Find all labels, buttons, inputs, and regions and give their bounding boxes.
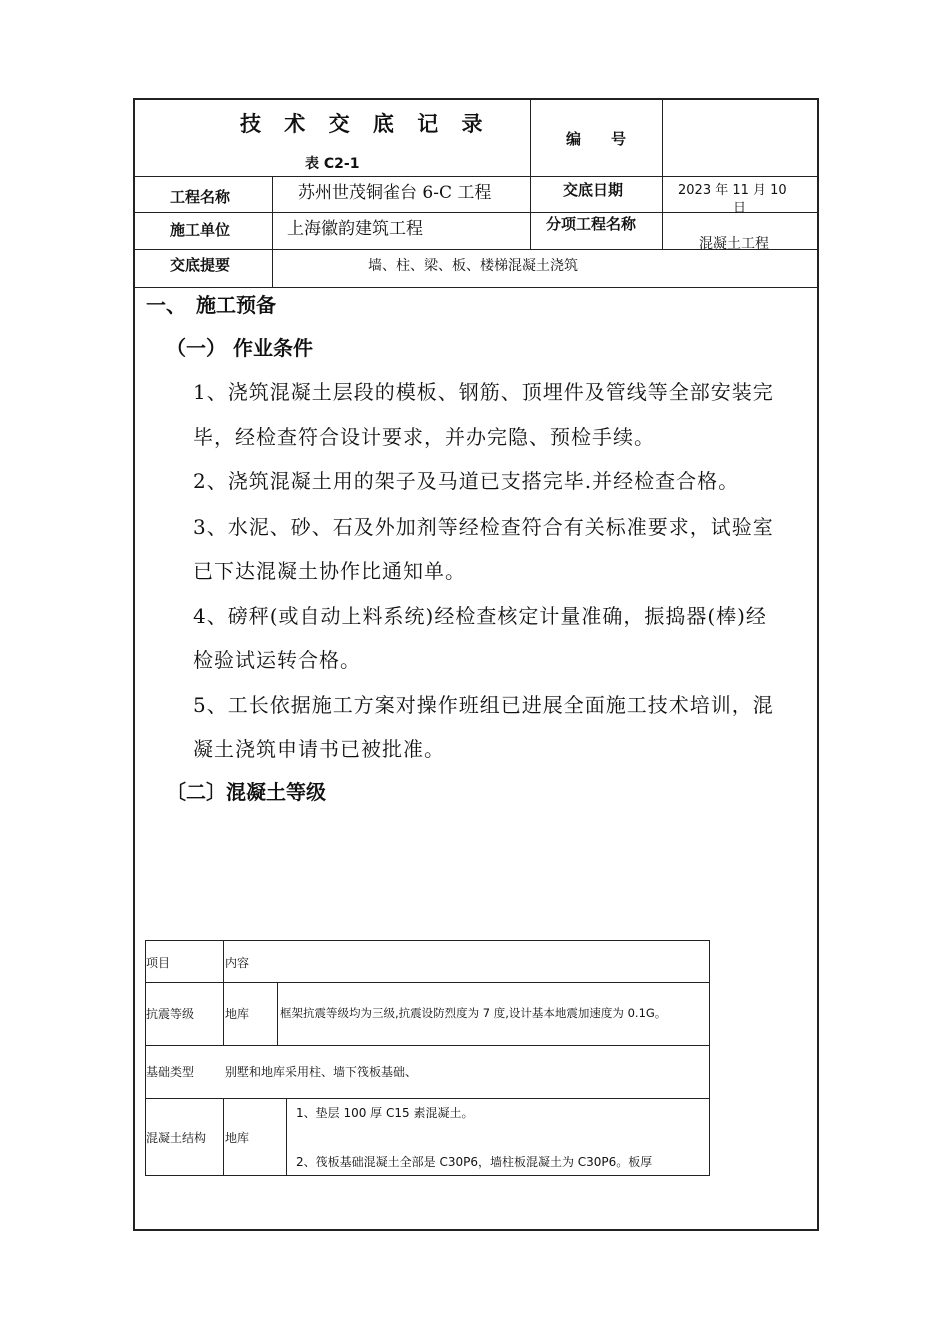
table-line [146,982,709,983]
paragraph-line: 2、浇筑混凝土用的架子及马道已支搭完毕.并经检查合格。 [193,469,740,493]
subsection-heading: 〔二〕混凝土等级 [166,780,326,804]
sub-project-value: 混凝土工程 [699,236,769,252]
construction-unit-value: 上海徽韵建筑工程 [287,219,423,239]
date-value-line1: 2023 年 11 月 10 [678,183,787,198]
table-cell: 2、筏板基础混凝土全部是 C30P6，墙柱板混凝土为 C30P6。板厚 [296,1155,653,1169]
table-line [223,941,224,1045]
summary-value: 墙、柱、梁、板、楼梯混凝土浇筑 [368,258,578,274]
paragraph-line: 3、水泥、砂、石及外加剂等经检查符合有关标准要求，试验室 [193,515,774,539]
form-number: 表 C2-1 [305,156,360,172]
summary-label: 交底提要 [170,256,231,274]
sub-project-label: 分项工程名称 [546,215,637,233]
grid-line [272,176,273,287]
grid-line [133,176,819,177]
grid-line [133,212,819,213]
section-heading: 一、 施工预备 [146,293,276,317]
paragraph-line: 1、浇筑混凝土层段的模板、钢筋、顶埋件及管线等全部安装完 [193,380,774,404]
table-cell: 1、垫层 100 厚 C15 素混凝土。 [296,1106,474,1120]
table-line [223,1098,224,1175]
paragraph-line: 4、磅秤(或自动上料系统)经检查核定计量准确，振捣器(棒)经 [193,604,767,628]
date-value-line2: 日 [733,201,747,216]
table-cell: 基础类型 [146,1065,195,1079]
subsection-heading: （一） 作业条件 [166,336,313,360]
table-cell: 别墅和地库采用柱、墙下筏板基础、 [225,1065,418,1079]
table-line [146,1098,709,1099]
table-header-item: 项目 [146,956,171,970]
grid-line [133,287,819,288]
number-label: 编 号 [566,130,627,148]
paragraph-line: 5、工长依据施工方案对操作班组已进展全面施工技术培训，混 [193,693,774,717]
table-line [146,1045,709,1046]
construction-unit-label: 施工单位 [170,221,231,239]
table-line [277,982,278,1045]
grade-table [145,940,710,1176]
project-name-label: 工程名称 [170,188,231,206]
table-line [286,1098,287,1175]
paragraph-line: 检验试运转合格。 [193,648,361,672]
table-cell: 地库 [225,1007,250,1021]
table-header-content: 内容 [225,956,250,970]
record-title: 技 术 交 底 记 录 [240,112,491,136]
paragraph-line: 凝土浇筑申请书已被批准。 [193,737,445,761]
grid-line [530,98,531,249]
date-label: 交底日期 [563,181,624,199]
paragraph-line: 已下达混凝土协作比通知单。 [193,559,466,583]
table-cell: 框架抗震等级均为三级,抗震设防烈度为 7 度,设计基本地震加速度为 0.1G。 [280,1006,667,1020]
paragraph-line: 毕，经检查符合设计要求，并办完隐、预检手续。 [193,425,655,449]
table-cell: 抗震等级 [146,1007,195,1021]
table-cell: 地库 [225,1131,250,1145]
table-cell: 混凝土结构 [146,1131,207,1145]
grid-line [662,98,663,249]
project-name-value: 苏州世茂铜雀台 6-C 工程 [298,183,492,203]
